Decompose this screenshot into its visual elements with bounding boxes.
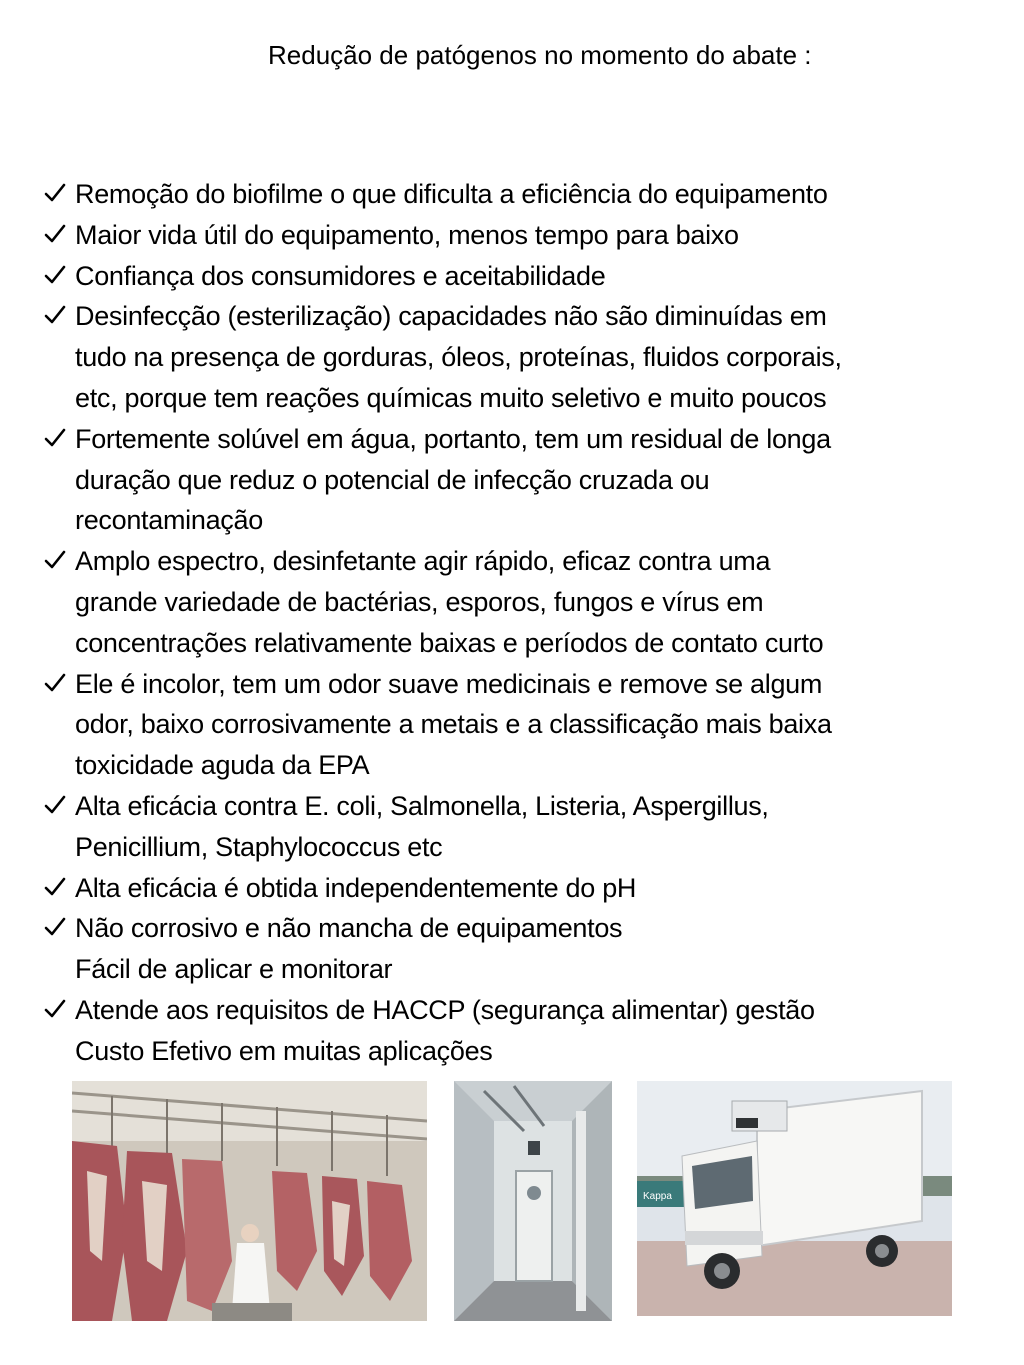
bullet-line: Confiança dos consumidores e aceitabilidade — [75, 260, 606, 291]
bullet-line: Desinfecção (esterilização) capacidades não são diminuídas em — [75, 301, 827, 332]
list-item — [44, 786, 1004, 868]
check-icon — [44, 672, 66, 694]
bullet-line: Penicillium, Staphylococcus etc — [75, 831, 443, 862]
check-icon — [44, 998, 66, 1020]
bullet-line: etc, porque tem reações químicas muito seletivo e muito poucos — [75, 382, 827, 413]
bullet-line: tudo na presença de gorduras, óleos, proteínas, fluidos corporais, — [75, 342, 842, 373]
list-item — [44, 541, 1004, 663]
photo-cold-room — [454, 1081, 612, 1321]
check-icon — [44, 916, 66, 938]
list-item — [44, 868, 1004, 909]
bullet-list — [44, 174, 1004, 1072]
slide-title: Redução de patógenos no momento do abate : — [268, 40, 812, 70]
bullet-line: Maior vida útil do equipamento, menos tempo para baixo — [75, 219, 739, 250]
check-icon — [44, 427, 66, 449]
bullet-line: Remoção do biofilme o que dificulta a eficiência do equipamento — [75, 179, 828, 209]
check-icon — [44, 794, 66, 816]
list-item — [44, 908, 1004, 990]
bullet-line: Fortemente solúvel em água, portanto, tem um residual de longa — [75, 423, 831, 454]
bullet-line: toxicidade aguda da EPA — [75, 750, 370, 781]
list-item — [44, 990, 1004, 1072]
photo-refrigerated-truck — [637, 1081, 952, 1316]
list-item — [44, 174, 1004, 215]
bullet-line: Atende aos requisitos de HACCP (segurança alimentar) gestão — [75, 994, 815, 1025]
bullet-line: odor, baixo corrosivamente a metais e a classificação mais baixa — [75, 709, 832, 740]
bullet-line: concentrações relativamente baixas e períodos de contato curto — [75, 627, 824, 658]
check-icon — [44, 549, 66, 571]
bullet-line: Custo Efetivo em muitas aplicações — [75, 1035, 493, 1066]
bullet-line: Alta eficácia contra E. coli, Salmonella, Listeria, Aspergillus, — [75, 790, 769, 821]
check-icon — [44, 876, 66, 898]
list-item — [44, 664, 1004, 786]
list-item — [44, 419, 1004, 541]
check-icon — [44, 223, 66, 245]
check-icon — [44, 182, 66, 204]
photo-carcasses — [72, 1081, 427, 1321]
bullet-line: Ele é incolor, tem um odor suave medicinais e remove se algum — [75, 668, 823, 699]
check-icon — [44, 264, 66, 286]
list-item — [44, 296, 1004, 418]
list-item — [44, 215, 1004, 256]
bullet-line: grande variedade de bactérias, esporos, fungos e vírus em — [75, 586, 764, 617]
bullet-line: recontaminação — [75, 505, 263, 536]
bullet-line: Não corrosivo e não mancha de equipamentos — [75, 913, 623, 944]
bullet-line: duração que reduz o potencial de infecção cruzada ou — [75, 464, 710, 495]
list-item — [44, 256, 1004, 297]
bullet-line: Fácil de aplicar e monitorar — [75, 954, 393, 985]
bullet-line: Amplo espectro, desinfetante agir rápido, eficaz contra uma — [75, 546, 771, 577]
check-icon — [44, 304, 66, 326]
bullet-line: Alta eficácia é obtida independentemente do pH — [75, 872, 637, 903]
truck-sign-text: Kappa — [643, 1191, 672, 1202]
